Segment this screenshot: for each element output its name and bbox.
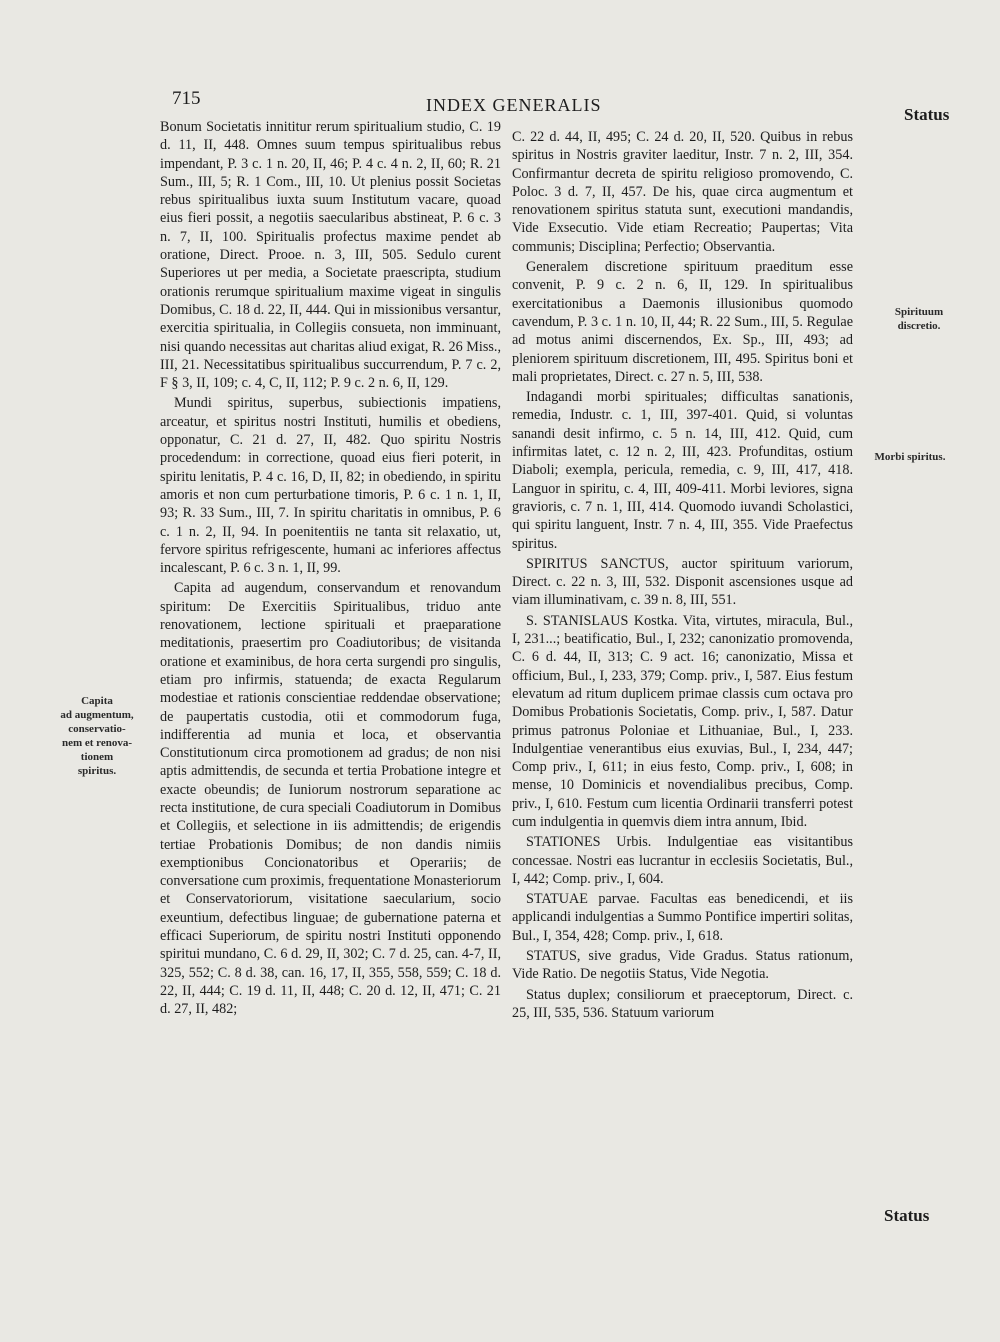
- margin-note-spirituum: Spirituum discretio.: [894, 306, 944, 332]
- running-head: INDEX GENERALIS: [426, 95, 602, 115]
- index-entry-stanislaus: S. STANISLAUS Kostka. Vita, virtutes, miracula, Bul., I, 231...; beatificatio, Bul., I, 232; canonizatio promovenda, C. 6 d. 44, II, 313; C. 9 act. 16; canonizatio, Missa et officium, Bul., I, 233, 379; Comp. priv., I, 587. Eius festum elevatum ad ritum duplicem primae classis cum octava pro Domibus Probationis Societatis, Comp. priv., I, 587. Datur primus patronus Poloniae et Lithuaniae, Bul., I, 233. Indulgentiae venerantibus eius exuvias, Bul., I, 234, 447; Comp priv., I, 611; in eius festo, Comp. priv., I, 608; in mense, 10 Dominicis et novendialibus precibus, Comp. priv., I, 610. Festum cum licentia Ordinarii transferri potest cum indulgentia in quemvis diem intra annum, Ibid.: [512, 612, 853, 830]
- index-paragraph: Mundi spiritus, superbus, subiectionis impatiens, arceatur, et spiritus nostri Instituti, humilis et obediens, opponatur, C. 21 d. 27, II, 482. Quo spiritu Nostris procedendum: in correctione, quoad eius fieri poterit, in spiritu lenitatis, P. 4 c. 16, D, II, 82; in obediendo, in spiritu amoris et non cum perturbatione timoris, P. 6 c. 1 n. 1, II, 93; R. 33 Sum., III, 7. In spiritu charitatis in omnibus, P. 6 c. 1 n. 2, II, 94. In poenitentiis ne tanta sit relaxatio, ut, fervore spiritus refrigescente, humani ac inferiores affectus incalescant, P. 6 c. 3 n. 1, II, 99.: [160, 395, 501, 577]
- right-column: [512, 128, 853, 1022]
- margin-note-capita: Capita ad augmentum, conservatio- nem et renova- tionem spiritus.: [60, 695, 134, 777]
- left-column: [160, 118, 501, 1019]
- index-entry-status: STATUS, sive gradus, Vide Gradus. Status rationum, Vide Ratio. De negotiis Status, Vide Negotia.: [512, 948, 853, 983]
- index-entry-spiritus-sanctus: SPIRITUS SANCTUS, auctor spirituum variorum, Direct. c. 22 n. 3, III, 532. Disponit ascensiones usque ad viam illuminativam, c. 39 n. 8, III, 551.: [512, 555, 853, 609]
- margin-note-morbi: Morbi spiritus.: [874, 451, 946, 463]
- head-word: Status: [904, 105, 950, 124]
- index-paragraph: C. 22 d. 44, II, 495; C. 24 d. 20, II, 520. Quibus in rebus spiritus in Nostris graviter laeditur, Instr. 7 n. 2, III, 354. Confirmantur decreta de spiritu religioso promovendo, C. Poloc. 3 d. 7, II, 457. De his, quae circa augmentum et renovationem spiritus statuta sunt, executioni mandandis, Vide Exsecutio. Vide etiam Recreatio; Paupertas; Vita communis; Disciplina; Perfectio; Observantia.: [512, 129, 853, 255]
- index-paragraph: Status duplex; consiliorum et praeceptorum, Direct. c. 25, III, 535, 536. Statuum variorum: [512, 986, 853, 1021]
- catch-word: Status: [884, 1206, 930, 1225]
- index-paragraph: Indagandi morbi spirituales; difficultas sanationis, remedia, Industr. c. 1, III, 397-401. Quid, si voluntas sanandi desit infirmo, c. 5 n. 14, III, 412. Quid, cum infirmitas latet, c. 12 n. 2, III, 423. Profunditas, ostium Diaboli; exempla, pericula, remedia, c. 9, III, 417, 418. Languor in spiritu, c. 4, III, 409-411. Morbi leviores, signa gravioris, c. 7 n. 1, III, 414. Quomodo iuvandi Scholastici, qui spiritu languent, Instr. 7 n. 4, III, 355. Vide Praefectus spiritus.: [512, 389, 853, 552]
- index-entry-statuae: STATUAE parvae. Facultas eas benedicendi, et iis applicandi indulgentias a Summo Pontifice impertiri solitas, Bul., I, 354, 428; Comp. priv., I, 618.: [512, 891, 853, 944]
- index-paragraph: Generalem discretione spirituum praeditum esse convenit, P. 9 c. 2 n. 6, II, 129. In spiritualibus exercitationibus a Daemonis illusionibus quomodo cavendum, P. 3 c. 1 n. 10, II, 44; R. 22 Sum., III, 5. Regulae ad motus animi discernendos, Ex. Sp., III, 493; ad pleniorem spirituum discretionem, III, 495. Spiritus boni et mali proprietates, Direct. c. 27 n. 5, III, 538.: [512, 259, 853, 385]
- index-paragraph: Capita ad augendum, conservandum et renovandum spiritum: De Exercitiis Spiritualibus, triduo ante renovationem, lectione spirituali et praeparatione meditationis, praesertim pro Coadiutoribus; de visitanda oratione et examinibus, de hora certa surgendi pro singulis, etiam pro infirmis, statuenda; de exacta Regularum modestiae et rationis conscientiae reddendae observatione; de paupertatis custodia, otii et commodorum fuga, indifferentia ad munia et loca, et observantia Constitutionum circa promotionem ad gradus; de non nisi aptis admittendis, de secunda et tertia Probatione integre et exacte obeundis; de Iuniorum nostrorum separatione ac recta institutione, de cura speciali Coadiutorum in Domibus et Collegiis, et selectione in iis admittendis; de erigendis tertiae Probationis Domibus; de non dandis nimiis exemptionibus Concionatoribus et Operariis; de conversatione cum proximis, frequentatione Monasteriorum et Conservatoriorum, visitatione saecularium, socio exeuntium, defectibus linguae; de gubernatione paterna et efficaci Superiorum, de spiritu nostri Instituti opponendo spiritui mundano, C. 6 d. 29, II, 302; C. 7 d. 25, can. 4-7, II, 325, 552; C. 8 d. 38, can. 16, 17, II, 355, 558, 559; C. 18 d. 22, II, 444; C. 19 d. 11, II, 448; C. 20 d. 12, II, 471; C. 21 d. 27, II, 482;: [160, 580, 501, 1018]
- page-number: 715: [172, 88, 201, 109]
- index-entry-stationes: STATIONES Urbis. Indulgentiae eas visitantibus concessae. Nostri eas lucrantur in ecclesiis Societatis, Bul., I, 442; Comp. priv., I, 604.: [512, 834, 853, 887]
- index-paragraph: Bonum Societatis innititur rerum spiritualium studio, C. 19 d. 11, II, 448. Omnes suum tempus spiritualibus rebus impendant, P. 3 c. 1 n. 20, II, 46; P. 4 c. 4 n. 2, II, 60; R. 21 Sum., III, 5; R. 1 Com., III, 10. Ut plenius possit Societas rebus spiritualibus iuxta suum Institutum vacare, quoad eius fieri possit, a negotiis saecularibus abstineat, P. 6 c. 3 n. 7, II, 100. Spiritualis profectus maxime pendet ab oratione, Direct. Prooe. n. 3, III, 505. Sedulo curent Superiores ut per media, a Societate praescripta, studium orationis rerumque spiritualium maxime vigeat in singulis Domibus, C. 18 d. 22, II, 444. Qui in missionibus versantur, exercitia spiritualia, in Collegiis consueta, non imminuant, nisi quando necessitas aut charitas aliud exigat, R. 26 Miss., III, 21. Necessitatibus spiritualibus succurrendum, P. 7 c. 2, F § 3, II, 109; c. 4, C, II, 112; P. 9 c. 2 n. 6, II, 129.: [160, 119, 501, 392]
